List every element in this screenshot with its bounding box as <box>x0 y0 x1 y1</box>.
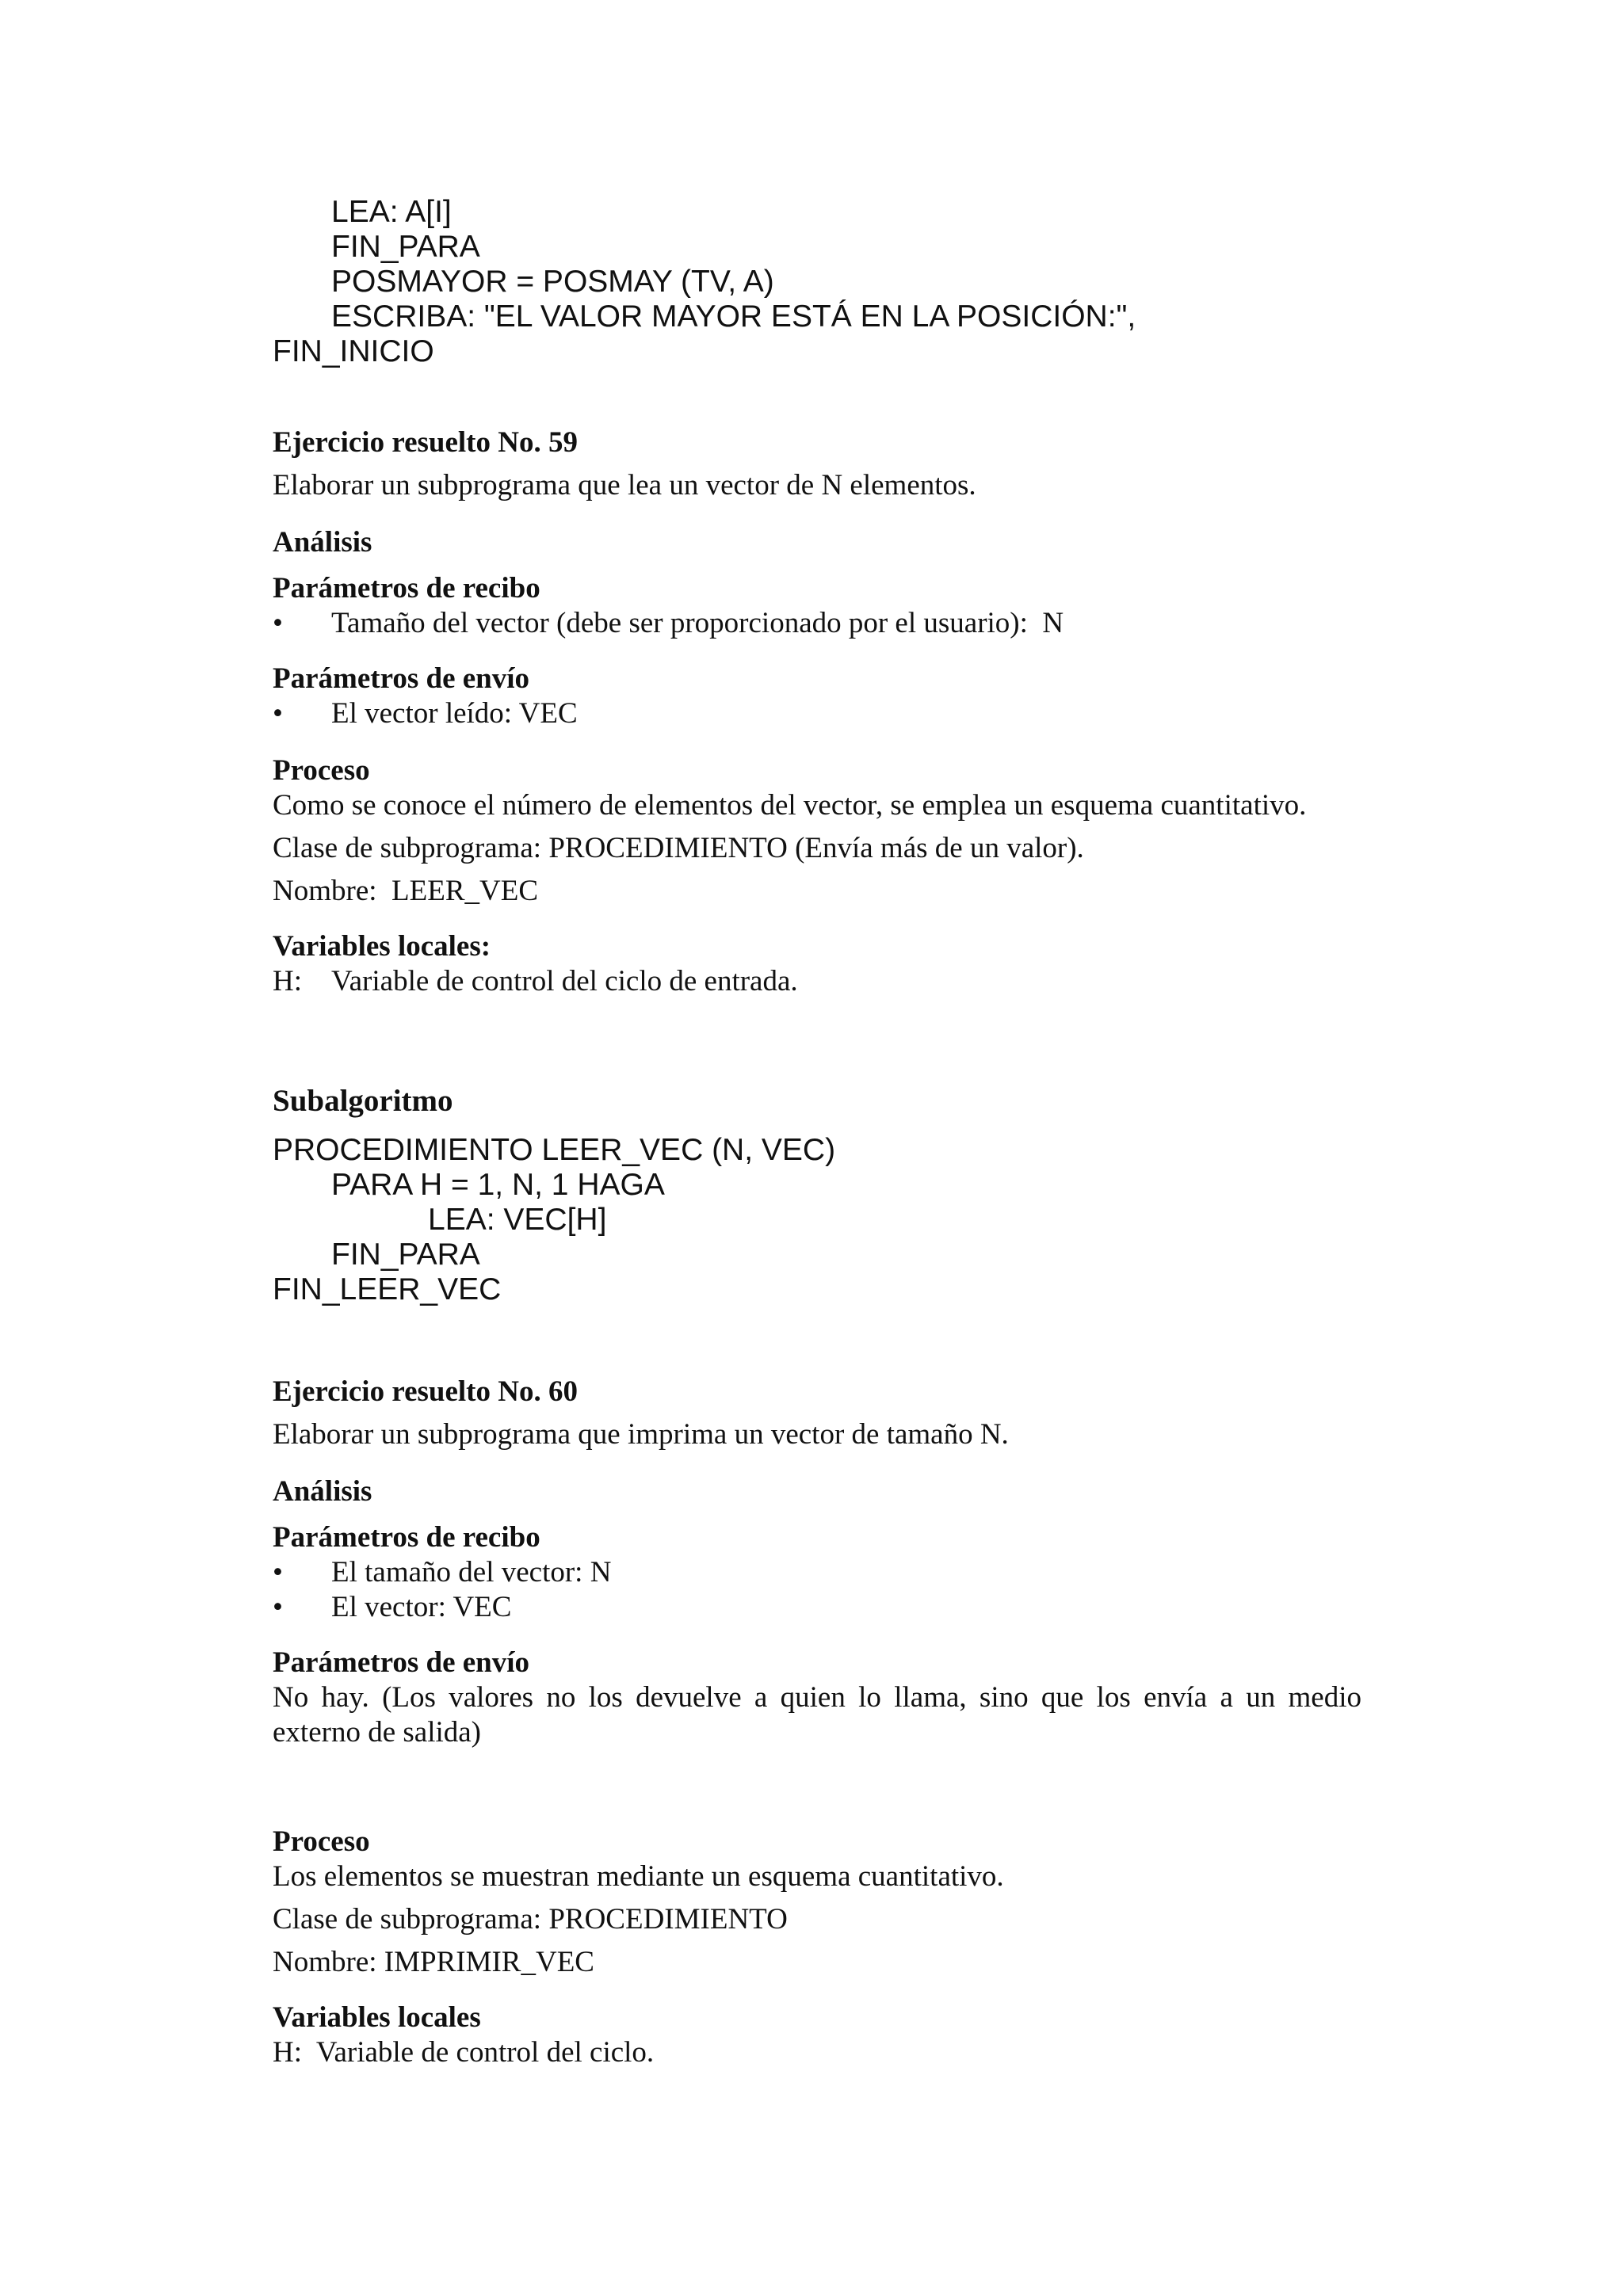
process-line: Los elementos se muestran mediante un esquema cuantitativo. <box>273 1860 1004 1893</box>
list-item: Tamaño del vector (debe ser proporcionado por el usuario): N <box>331 607 1064 639</box>
list-item: El vector: VEC <box>331 1591 512 1623</box>
process-line: Nombre: IMPRIMIR_VEC <box>273 1946 594 1978</box>
code-line: POSMAYOR = POSMAY (TV, A) <box>331 265 774 299</box>
code-line: ESCRIBA: "EL VALOR MAYOR ESTÁ EN LA POSICIÓN:", <box>331 299 1136 334</box>
local-variable-line: H: Variable de control del ciclo. <box>273 2036 655 2069</box>
bullet-icon: • <box>273 607 283 639</box>
local-variable-description: Variable de control del ciclo de entrada. <box>331 965 798 997</box>
list-item: El tamaño del vector: N <box>331 1556 612 1589</box>
process-line: Clase de subprograma: PROCEDIMIENTO (Envía más de un valor). <box>273 832 1084 864</box>
analysis-heading: Análisis <box>273 1475 372 1508</box>
process-heading: Proceso <box>273 1825 370 1858</box>
code-line: FIN_INICIO <box>273 334 434 368</box>
exercise-title: Ejercicio resuelto No. 60 <box>273 1375 578 1408</box>
exercise-statement: Elaborar un subprograma que imprima un vector de tamaño N. <box>273 1418 1009 1451</box>
process-line: Nombre: LEER_VEC <box>273 875 539 907</box>
exercise-statement: Elaborar un subprograma que lea un vector de N elementos. <box>273 469 976 502</box>
process-line: Clase de subprograma: PROCEDIMIENTO <box>273 1903 788 1936</box>
process-line: Como se conoce el número de elementos del vector, se emplea un esquema cuantitativo. <box>273 789 1307 822</box>
code-line: FIN_PARA <box>331 1238 480 1272</box>
local-variables-heading: Variables locales <box>273 2001 481 2034</box>
code-line: LEA: A[I] <box>331 195 452 229</box>
subalgorithm-heading: Subalgoritmo <box>273 1084 453 1118</box>
code-line: LEA: VEC[H] <box>428 1203 607 1237</box>
send-params-heading: Parámetros de envío <box>273 662 530 695</box>
code-line: FIN_PARA <box>331 230 480 264</box>
list-item: El vector leído: VEC <box>331 697 578 730</box>
send-params-heading: Parámetros de envío <box>273 1646 530 1679</box>
analysis-heading: Análisis <box>273 526 372 559</box>
bullet-icon: • <box>273 697 283 730</box>
exercise-title: Ejercicio resuelto No. 59 <box>273 426 578 459</box>
local-variable-name: H: <box>273 965 302 997</box>
process-heading: Proceso <box>273 754 370 787</box>
code-line: PARA H = 1, N, 1 HAGA <box>331 1168 665 1202</box>
local-variables-heading: Variables locales: <box>273 930 491 963</box>
receive-params-heading: Parámetros de recibo <box>273 1521 540 1554</box>
send-params-text-continued: externo de salida) <box>273 1716 481 1749</box>
bullet-icon: • <box>273 1591 283 1623</box>
receive-params-heading: Parámetros de recibo <box>273 572 540 605</box>
bullet-icon: • <box>273 1556 283 1589</box>
code-line: FIN_LEER_VEC <box>273 1272 502 1306</box>
code-line: PROCEDIMIENTO LEER_VEC (N, VEC) <box>273 1133 836 1167</box>
send-params-text: No hay. (Los valores no los devuelve a quien lo llama, sino que los envía a un medio <box>273 1681 1361 1714</box>
